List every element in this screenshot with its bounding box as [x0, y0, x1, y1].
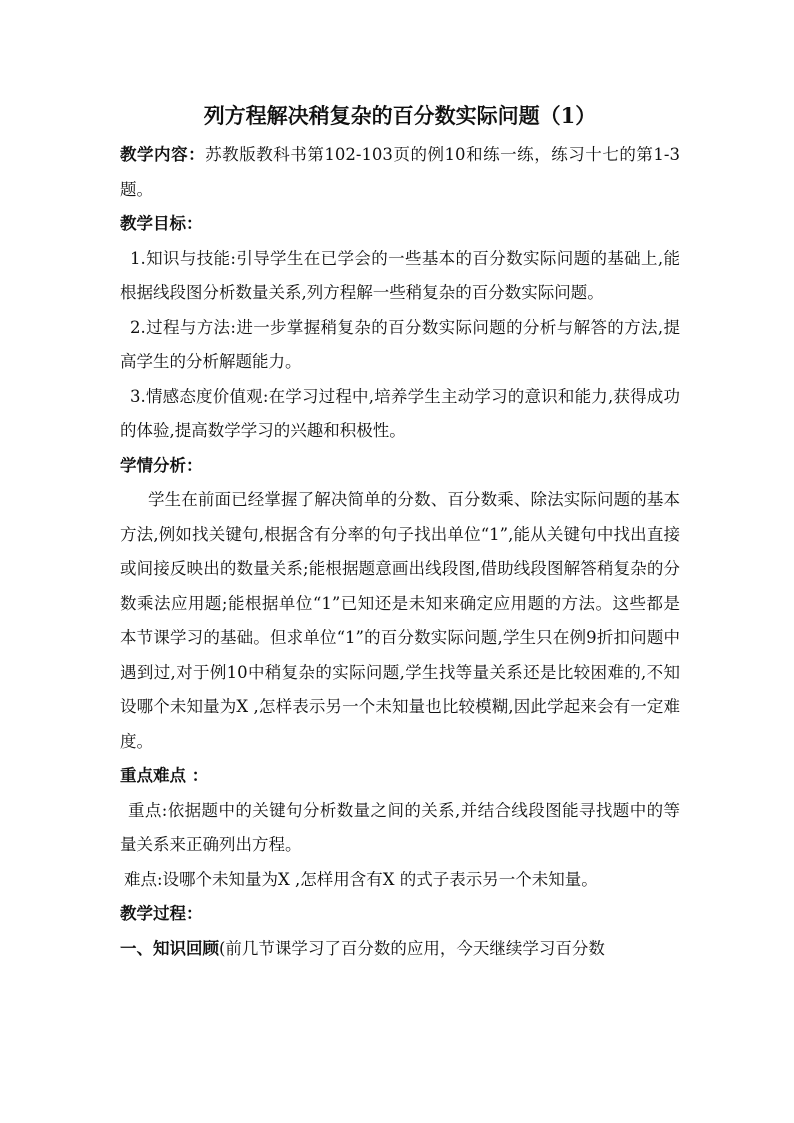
- document-page: [120, 98, 680, 966]
- teaching-content-text: 苏教版教科书第102-103页的例10和练一练，练习十七的第1-3题。: [120, 145, 680, 199]
- knowledge-review-label: 一、知识回顾: [120, 938, 219, 958]
- goal-knowledge: 1.知识与技能:引导学生在已学会的一些基本的百分数实际问题的基础上,能根据线段图分析数量关系,列方程解一些稍复杂的百分数实际问题。: [120, 248, 680, 302]
- difficult-point-text: 难点:设哪个未知量为X ,怎样用含有X 的式子表示另一个未知量。: [124, 869, 598, 889]
- teaching-content-paragraph: [120, 138, 680, 207]
- key-difficult-heading: 重点难点 ：: [120, 766, 209, 785]
- teaching-content-label: 教学内容：: [120, 145, 206, 164]
- learner-analysis-heading: 学情分析：: [120, 455, 203, 475]
- teaching-process-heading: 教学过程：: [120, 904, 203, 923]
- goal-process: 2.过程与方法:进一步掌握稍复杂的百分数实际问题的分析与解答的方法,提高学生的分析解题能力。: [120, 317, 680, 371]
- learner-analysis-text: 学生在前面已经掌握了解决简单的分数、百分数乘、除法实际问题的基本方法,例如找关键句,根据含有分率的句子找出单位“1”,能从关键句中找出直接或间接反映出的数量关系;能根据题意画出线段图,借助线段图解答稍复杂的分数乘法应用题;能根据单位“1”已知还是未知来确定应用题的方法。这些都是本节课学习的基础。但求单位“1”的百分数实际问题,学生只在例9折扣问题中遇到过,对于例10中稍复杂的实际问题,学生找等量关系还是比较困难的,不知设哪个未知量为X ,怎样表示另一个未知量也比较模糊,因此学起来会有一定难度。: [120, 490, 680, 751]
- key-point-text: 重点:依据题中的关键句分析数量之间的关系,并结合线段图能寻找题中的等量关系来正确列出方程。: [120, 800, 680, 854]
- document-title: 列方程解决稍复杂的百分数实际问题（1）: [203, 103, 597, 128]
- knowledge-review-text: (前几节课学习了百分数的应用，今天继续学习百分数: [219, 938, 605, 958]
- teaching-goals-heading: 教学目标：: [120, 214, 203, 233]
- goal-attitude: 3.情感态度价值观:在学习过程中,培养学生主动学习的意识和能力,获得成功的体验,提高数学学习的兴趣和积极性。: [120, 386, 680, 440]
- knowledge-review-paragraph: [120, 932, 680, 967]
